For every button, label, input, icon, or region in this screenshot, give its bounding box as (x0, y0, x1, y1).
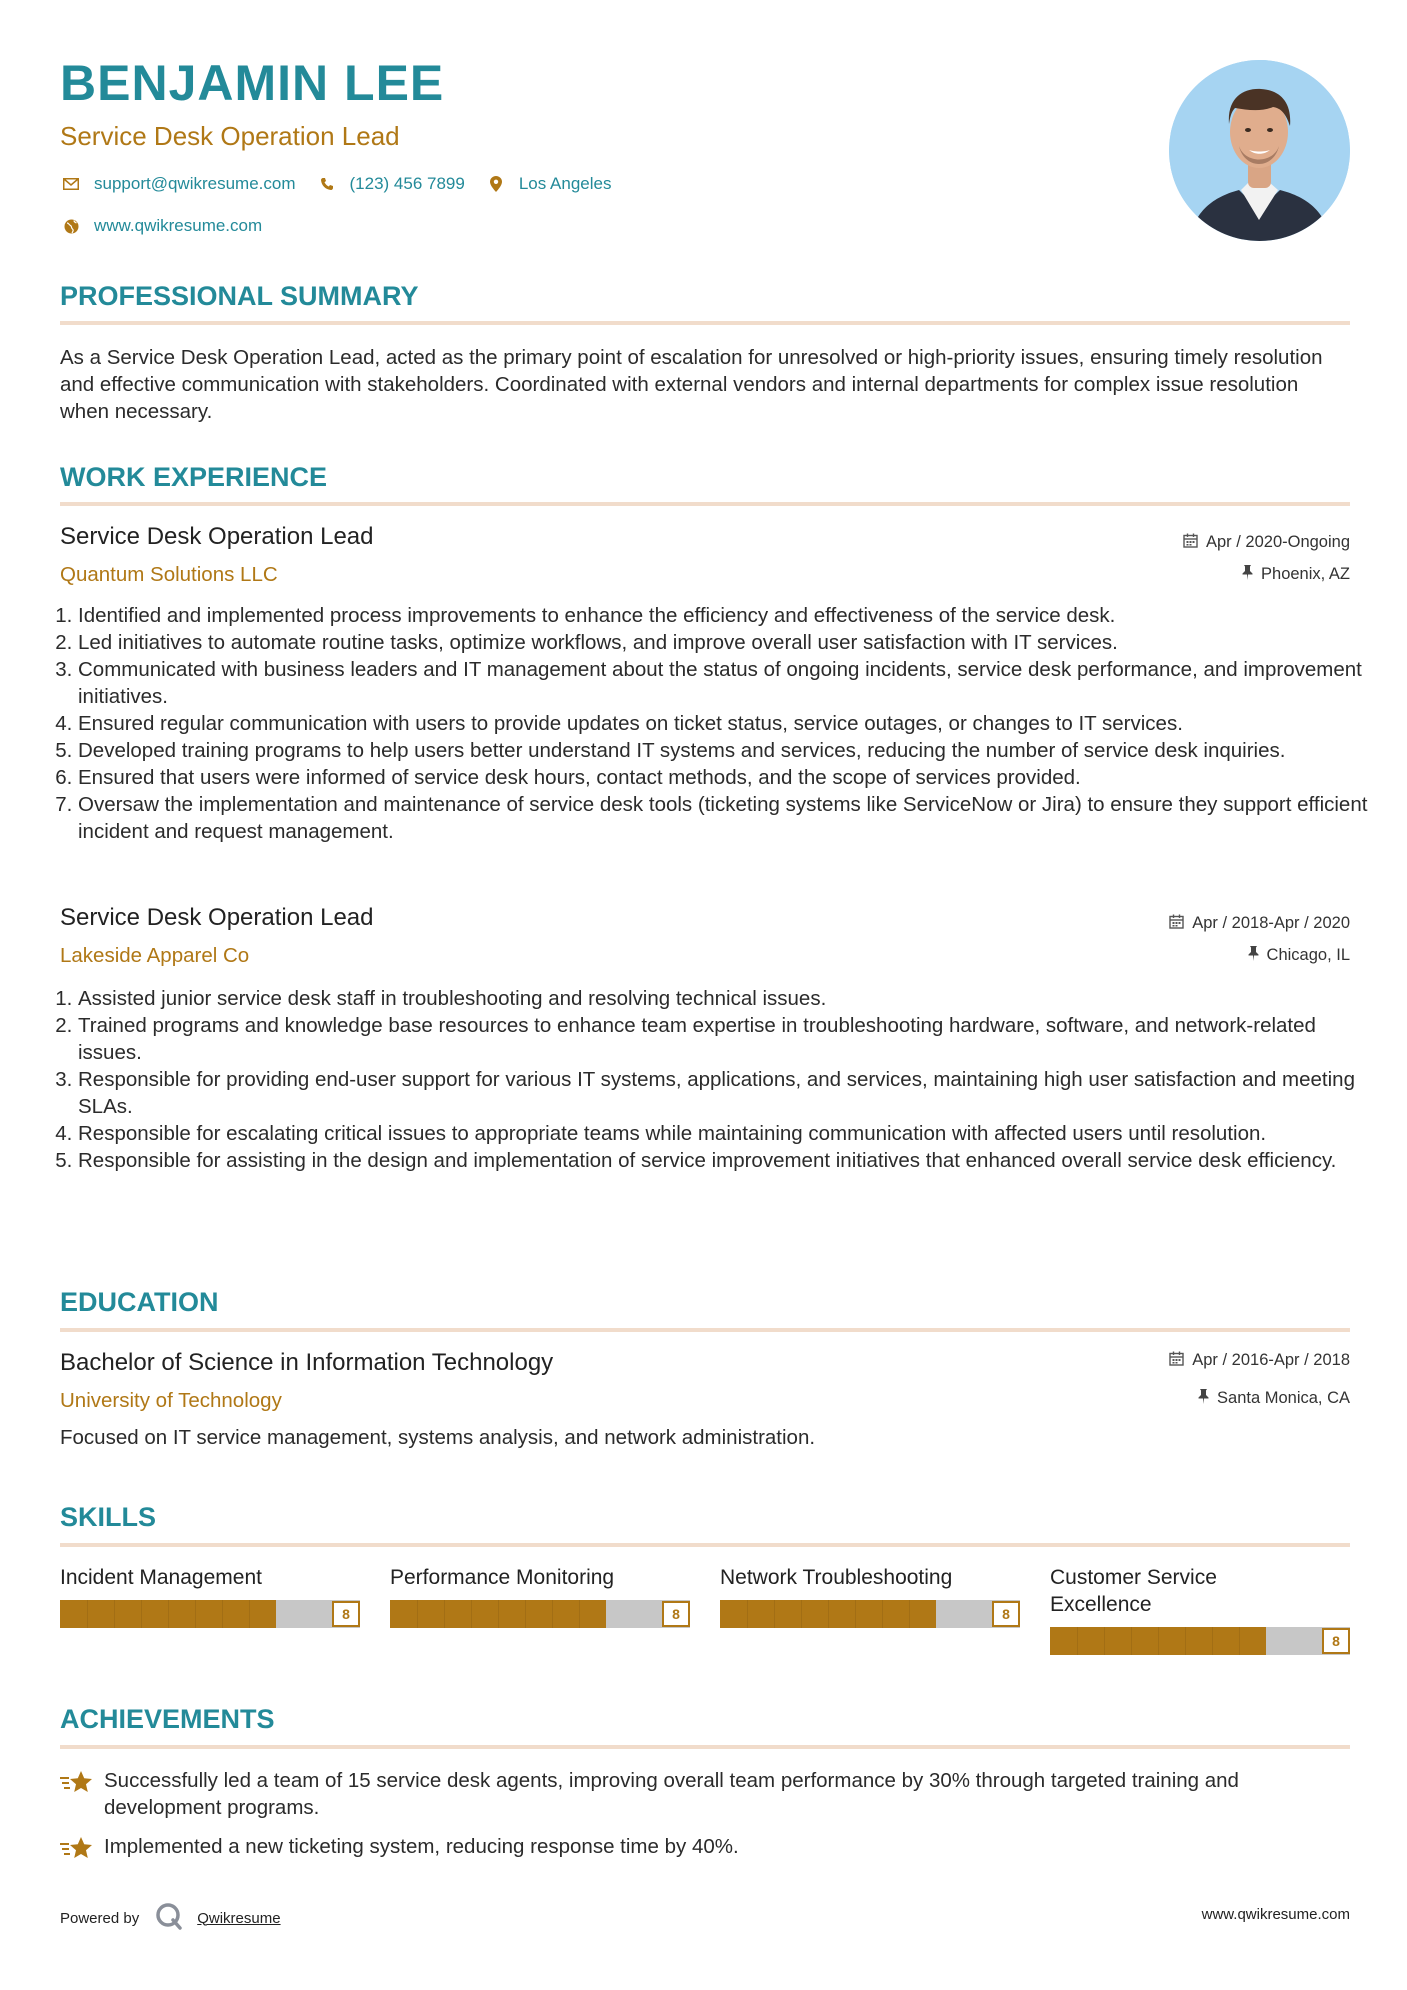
skill-label: Incident Management (60, 1566, 262, 1589)
pushpin-icon (1242, 565, 1253, 584)
location-item (485, 174, 612, 194)
achievement-text: Successfully led a team of 15 service desk agents, improving overall team performance by 30% through targeted training and development programs. (104, 1769, 1239, 1819)
job-1-bullet: 7. Oversaw the implementation and maintenance of service desk tools (ticketing systems like ServiceNow or Jira) to ensure they support efficient incident and request management. (78, 791, 1373, 845)
phone-text[interactable]: (123) 456 7899 (349, 174, 465, 193)
skill-bar-segment (1185, 1627, 1186, 1655)
job-2-bullet: 5. Responsible for assisting in the design and implementation of service improvement initiatives that enhanced overall service desk efficiency. (78, 1147, 1373, 1174)
education-description: Focused on IT service management, systems analysis, and network administration. (60, 1426, 816, 1449)
skill-bar-segment (471, 1600, 472, 1628)
job-1-bullet: 6. Ensured that users were informed of service desk hours, contact methods, and the scope of services provided. (78, 764, 1373, 791)
star-award-icon (60, 1767, 104, 1821)
achievement-text: Implemented a new ticketing system, reducing response time by 40%. (104, 1835, 739, 1858)
skill-bar (390, 1600, 690, 1628)
education-degree: Bachelor of Science in Information Technology (60, 1349, 554, 1376)
education-dates-text: Apr / 2016-Apr / 2018 (1192, 1351, 1350, 1369)
skill-bar-segment (774, 1600, 775, 1628)
qwikresume-logo-icon (155, 1902, 183, 1934)
skill-bar-segment (855, 1600, 856, 1628)
skill-bar-segment (525, 1600, 526, 1628)
contact-row-primary (60, 174, 631, 194)
job-1-location-text: Phoenix, AZ (1261, 565, 1350, 583)
skill-item (720, 1564, 1020, 1628)
website-text[interactable]: www.qwikresume.com (94, 216, 263, 235)
phone-icon (316, 177, 338, 191)
skill-bar-segment (222, 1600, 223, 1628)
phone-item[interactable] (316, 174, 465, 194)
skill-label: Customer Service Excellence (1050, 1566, 1217, 1616)
job-1-role: Service Desk Operation Lead (60, 523, 374, 550)
education-dates (1169, 1351, 1350, 1370)
pushpin-icon (1248, 946, 1259, 965)
skill-label: Network Troubleshooting (720, 1566, 953, 1589)
summary-text: As a Service Desk Operation Lead, acted as the primary point of escalation for unresolved or high-priority issues, ensuring timely resolution and effective communication with stakeholders. Coordinated with external vendors and internal departments for complex issue resolution when necessary. (60, 346, 1323, 423)
skill-item (1050, 1564, 1350, 1655)
job-1-bullet: 2. Led initiatives to automate routine tasks, optimize workflows, and improve overall user satisfaction with IT services. (78, 629, 1373, 656)
skill-bar-segment (444, 1600, 445, 1628)
powered-by-label: Powered by (60, 1909, 140, 1927)
skill-bar-segment (828, 1600, 829, 1628)
skill-level-badge: 8 (1322, 1628, 1350, 1654)
skill-item (390, 1564, 690, 1628)
job-2-bullets (60, 985, 1373, 1174)
skill-bar-segment (579, 1600, 580, 1628)
job-1-dates (1183, 533, 1350, 552)
skill-bar-segment (87, 1600, 88, 1628)
experience-heading: WORK EXPERIENCE (60, 462, 328, 492)
profile-photo (1169, 60, 1350, 241)
footer-website[interactable]: www.qwikresume.com (1201, 1906, 1350, 1923)
footer-powered-by (60, 1902, 281, 1934)
calendar-icon (1169, 914, 1184, 933)
job-1-bullet: 3. Communicated with business leaders and IT management about the status of ongoing incidents, service desk performance, and improvement initiatives. (78, 656, 1373, 710)
job-2-bullet: 3. Responsible for providing end-user support for various IT systems, applications, and services, maintaining high user satisfaction and meeting SLAs. (78, 1066, 1373, 1120)
skill-label: Performance Monitoring (390, 1566, 615, 1589)
experience-divider (60, 502, 1350, 506)
skill-bar-segment (1158, 1627, 1159, 1655)
skill-bar-segment (1239, 1627, 1240, 1655)
skill-bar-segment (1077, 1627, 1078, 1655)
location-text: Los Angeles (518, 174, 612, 193)
star-award-icon (60, 1833, 104, 1866)
job-2-bullet: 4. Responsible for escalating critical issues to appropriate teams while maintaining communication with affected users until resolution. (78, 1120, 1373, 1147)
job-2-location (1248, 946, 1350, 965)
job-2-company: Lakeside Apparel Co (60, 944, 250, 967)
job-1-bullet: 1. Identified and implemented process improvements to enhance the efficiency and effectiveness of the service desk. (78, 602, 1373, 629)
email-text[interactable]: support@qwikresume.com (94, 174, 296, 193)
skill-level-badge: 8 (332, 1601, 360, 1627)
skill-bar-segment (195, 1600, 196, 1628)
skill-bar-segment (801, 1600, 802, 1628)
summary-heading: PROFESSIONAL SUMMARY (60, 281, 419, 311)
achievements-heading: ACHIEVEMENTS (60, 1704, 275, 1734)
skill-bar-segment (552, 1600, 553, 1628)
skill-bar-segment (747, 1600, 748, 1628)
skill-bar (60, 1600, 360, 1628)
envelope-icon (60, 178, 82, 190)
job-1-company: Quantum Solutions LLC (60, 563, 278, 586)
achievement-item (60, 1767, 1350, 1821)
job-1-bullet: 5. Developed training programs to help users better understand IT systems and services, reducing the number of service desk inquiries. (78, 737, 1373, 764)
achievements-divider (60, 1745, 1350, 1749)
contact-row-secondary (60, 216, 282, 236)
qwikresume-link[interactable]: Qwikresume (197, 1909, 281, 1927)
calendar-icon (1169, 1351, 1184, 1370)
job-2-location-text: Chicago, IL (1266, 946, 1350, 964)
job-1-dates-text: Apr / 2020-Ongoing (1205, 533, 1350, 551)
skill-bar-segment (1131, 1627, 1132, 1655)
skill-bar-segment (168, 1600, 169, 1628)
skills-divider (60, 1543, 1350, 1547)
skill-bar (1050, 1627, 1350, 1655)
skill-bar-segment (909, 1600, 910, 1628)
candidate-title: Service Desk Operation Lead (60, 121, 400, 151)
education-location (1198, 1389, 1350, 1408)
skills-heading: SKILLS (60, 1502, 157, 1532)
job-2-role: Service Desk Operation Lead (60, 904, 374, 931)
email-item[interactable] (60, 174, 296, 194)
skill-bar-segment (249, 1600, 250, 1628)
job-2-bullet: 1. Assisted junior service desk staff in troubleshooting and resolving technical issues. (78, 985, 1373, 1012)
skill-bar-segment (417, 1600, 418, 1628)
job-2-bullet: 2. Trained programs and knowledge base resources to enhance team expertise in troubleshooting hardware, software, and network-related issues. (78, 1012, 1373, 1066)
skill-level-badge: 8 (662, 1601, 690, 1627)
skill-bar-segment (1104, 1627, 1105, 1655)
education-location-text: Santa Monica, CA (1217, 1389, 1350, 1407)
skill-level-badge: 8 (992, 1601, 1020, 1627)
education-heading: EDUCATION (60, 1287, 219, 1317)
skill-bar-segment (1212, 1627, 1213, 1655)
achievement-item (60, 1833, 1350, 1866)
skill-bar-segment (141, 1600, 142, 1628)
education-school: University of Technology (60, 1389, 282, 1412)
globe-icon (60, 219, 82, 234)
skill-bar (720, 1600, 1020, 1628)
calendar-icon (1183, 533, 1198, 552)
job-2-dates-text: Apr / 2018-Apr / 2020 (1192, 914, 1350, 932)
job-2-dates (1169, 914, 1350, 933)
education-divider (60, 1328, 1350, 1332)
job-1-location (1242, 565, 1350, 584)
job-1-bullets (60, 602, 1373, 845)
map-pin-icon (485, 176, 507, 192)
candidate-name: BENJAMIN LEE (60, 55, 445, 111)
skill-item (60, 1564, 360, 1628)
skill-bar-segment (498, 1600, 499, 1628)
job-1-bullet: 4. Ensured regular communication with users to provide updates on ticket status, service outages, or changes to IT services. (78, 710, 1373, 737)
skill-bar-segment (882, 1600, 883, 1628)
profile-photo-illustration (1169, 60, 1350, 241)
skill-bar-segment (114, 1600, 115, 1628)
pushpin-icon (1198, 1389, 1209, 1408)
website-item[interactable] (60, 216, 262, 236)
summary-divider (60, 321, 1350, 325)
